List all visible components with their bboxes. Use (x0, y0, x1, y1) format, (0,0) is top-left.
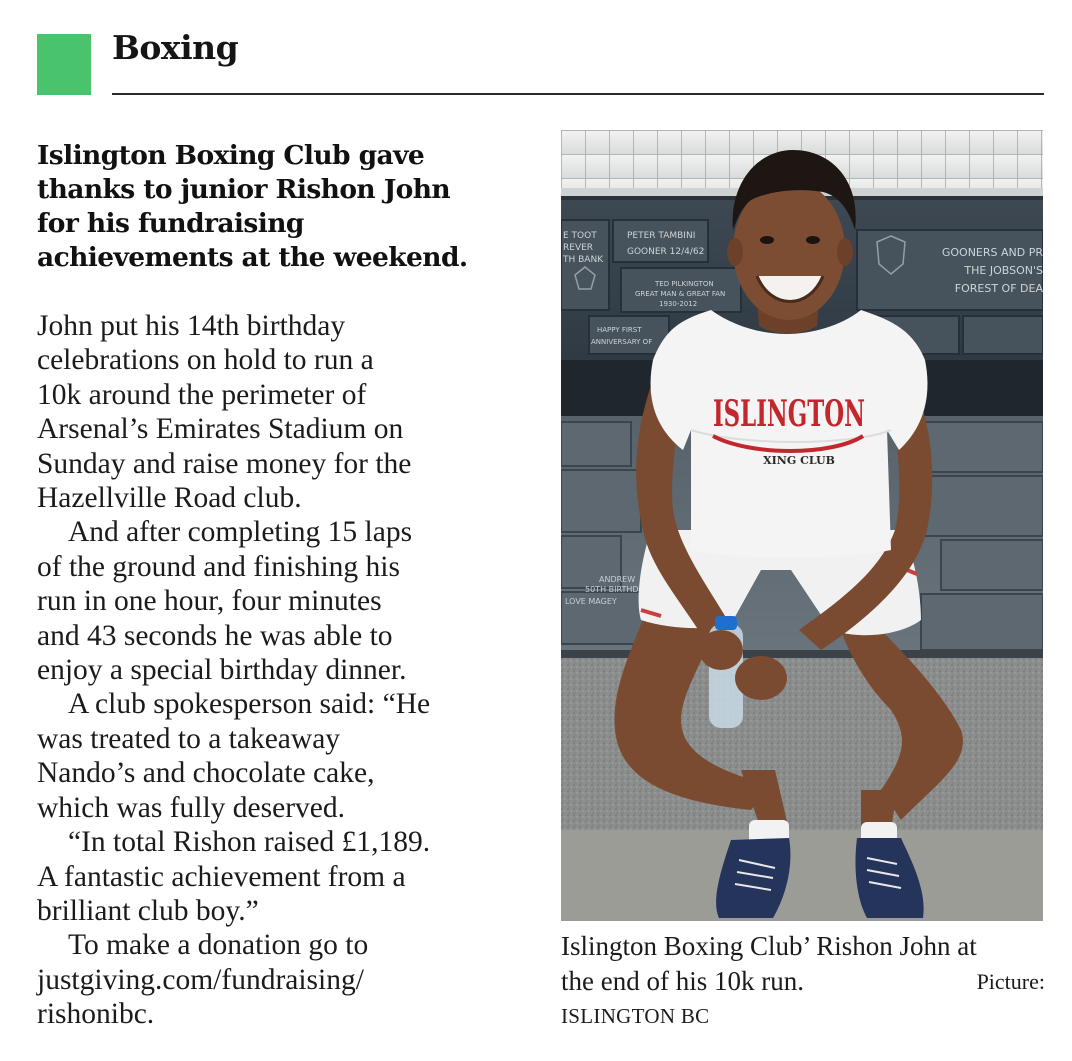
shirt-logo-text: ISLINGTON (713, 393, 865, 435)
body-line: which was fully deserved. (37, 791, 346, 824)
plaque-text: GREAT MAN & GREAT FAN (635, 290, 726, 298)
section-divider (112, 93, 1044, 95)
body-line: A club spokesperson said: “He (68, 688, 431, 721)
section-title: Boxing (112, 28, 239, 67)
caption-line (561, 964, 1045, 999)
body-line: 10k around the perimeter of (37, 378, 367, 411)
plaque-text: GOONERS AND PR (941, 246, 1043, 259)
photo-illustration (561, 130, 1043, 921)
caption-text: the end of his 10k run. (561, 966, 804, 996)
body-line: was treated to a takeaway (37, 722, 341, 755)
body-line: of the ground and finishing his (37, 550, 400, 583)
standfirst-line: Islington Boxing Club gave (37, 140, 425, 171)
article-photo (561, 130, 1043, 921)
plaque-text: PETER TAMBINI (627, 231, 696, 241)
body-line: A fantastic achievement from a (37, 860, 406, 893)
plaque-text: GOONER 12/4/62 (627, 247, 705, 257)
body-line: Arsenal’s Emirates Stadium on (37, 413, 404, 446)
photo-credit: ISLINGTON BC (561, 1004, 710, 1028)
article-standfirst (37, 139, 557, 275)
body-line: And after completing 15 laps (68, 516, 413, 549)
plaque-text: 50TH BIRTHD (585, 585, 639, 594)
body-line: enjoy a special birthday dinner. (37, 654, 407, 687)
article-body (37, 309, 557, 1032)
body-line: and 43 seconds he was able to (37, 619, 393, 652)
plaque-text: REVER (563, 243, 594, 253)
body-line: celebrations on hold to run a (37, 344, 374, 377)
standfirst-line: for his fundraising (37, 208, 304, 239)
plaque-text: 1930-2012 (659, 300, 698, 308)
body-line: Sunday and raise money for the (37, 447, 412, 480)
body-line: justgiving.com/fundraising/ (37, 963, 364, 996)
plaque-text: HAPPY FIRST (597, 326, 642, 334)
section-color-block (37, 34, 91, 95)
plaque-text: TED PILKINGTON (655, 280, 714, 288)
body-line: To make a donation go to (68, 929, 369, 962)
body-line: “In total Rishon raised £1,189. (68, 826, 431, 859)
body-line: rishonibc. (37, 998, 155, 1031)
body-line: Nando’s and chocolate cake, (37, 757, 375, 790)
standfirst-line: thanks to junior Rishon John (37, 174, 451, 205)
plaque-text: THE JOBSON'S (964, 264, 1043, 277)
caption-line: Islington Boxing Club’ Rishon John at (561, 931, 977, 961)
body-line: run in one hour, four minutes (37, 585, 382, 618)
plaque-text: ANNIVERSARY OF (591, 338, 653, 346)
plaque-text: E TOOT (563, 231, 597, 241)
body-line: John put his 14th birthday (37, 310, 346, 342)
plaque-text: FOREST OF DEA (954, 282, 1043, 295)
plaque-text: TH BANK (563, 255, 604, 265)
body-line: Hazellville Road club. (37, 482, 302, 515)
photo-caption (561, 929, 1045, 1033)
shirt-subtext: XING CLUB (763, 454, 835, 467)
plaque-text: ANDREW (599, 575, 636, 584)
plaque-text: LOVE MAGEY (565, 597, 617, 606)
standfirst-line: achievements at the weekend. (37, 242, 468, 273)
photo-credit-label: Picture: (976, 969, 1045, 994)
body-line: brilliant club boy.” (37, 894, 259, 927)
